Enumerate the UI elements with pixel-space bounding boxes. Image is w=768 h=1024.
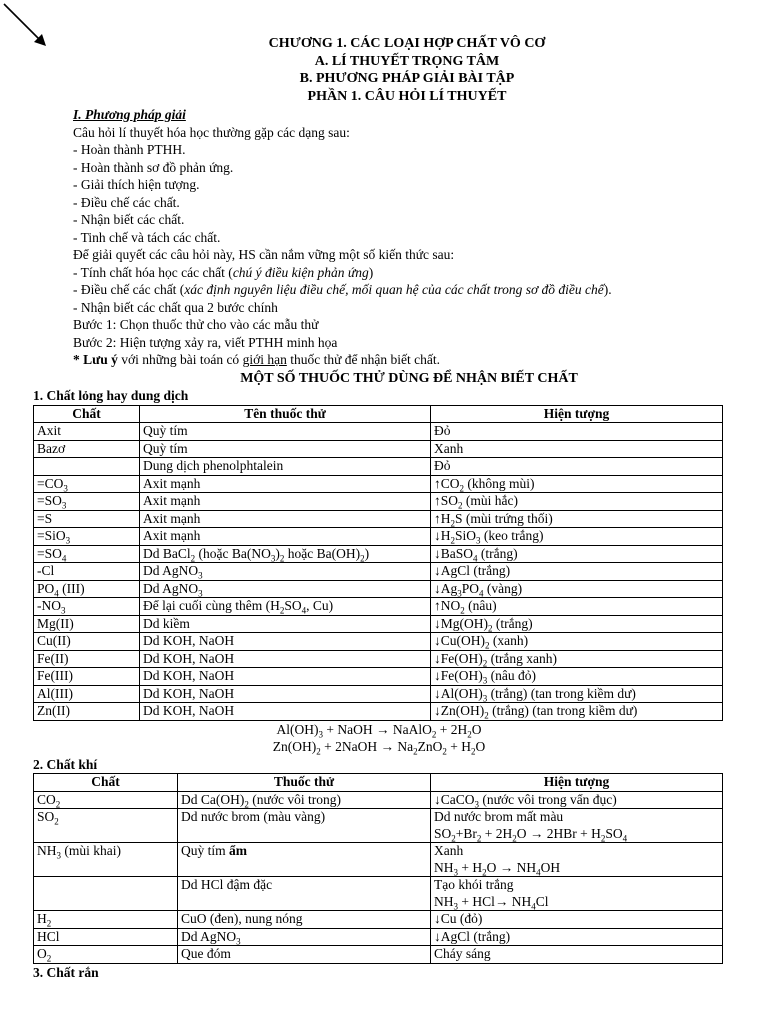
table-row — [34, 843, 723, 877]
table-row — [34, 458, 723, 476]
table-cell: $=SO_3$ — [34, 493, 140, 511]
table-cell: ↓AgCl (trắng) — [431, 563, 723, 581]
table-cell: Dd KOH, NaOH — [140, 703, 431, 721]
table-cell: Dd HCl đậm đặc — [178, 877, 431, 911]
knowledge-item: - Nhận biết các chất qua 2 bước chính — [73, 299, 278, 315]
knowledge-intro: Để giải quyết các câu hỏi này, HS cần nắm vững một số kiến thức sau: — [73, 247, 455, 262]
table-cell: Cu(II) — [34, 633, 140, 651]
table-row — [34, 423, 723, 441]
table-cell: Đỏ — [431, 423, 723, 441]
form-item: - Hoàn thành sơ đồ phản ứng. — [73, 159, 234, 175]
table-cell: $CO_2$ — [34, 791, 178, 809]
table-cell: Xanh $NH_3 + H_2O \to NH_4OH$ — [431, 843, 723, 877]
table-row — [34, 791, 723, 809]
table-cell: Bazơ — [34, 440, 140, 458]
method-body — [73, 124, 725, 369]
table-cell: $H_2$ — [34, 911, 178, 929]
table-cell: $↓Zn(OH)_2$ (trắng) (tan trong kiềm dư) — [431, 703, 723, 721]
knowledge-item: - Điều chế các chất (xác định nguyên liệu điều chế, mối quan hệ của các chất trong sơ đồ điều chế). — [73, 282, 612, 297]
table-cell: $↓Cu(OH)_2$ (xanh) — [431, 633, 723, 651]
form-item: - Hoàn thành PTHH. — [73, 142, 186, 157]
table-cell: Tạo khói trắng $NH_3 + HCl\to NH_4Cl$ — [431, 877, 723, 911]
table-cell: Axit — [34, 423, 140, 441]
table-cell: $↑SO_2$ (mùi hắc) — [431, 493, 723, 511]
table-cell: Axit mạnh — [140, 510, 431, 528]
form-item: - Nhận biết các chất. — [73, 212, 185, 227]
table-row — [34, 510, 723, 528]
solids-subtitle: 3. Chất rắn — [33, 964, 99, 980]
form-item: - Tinh chế và tách các chất. — [73, 229, 221, 245]
column-header: Chất — [34, 774, 178, 792]
reagents-title: MỘT SỐ THUỐC THỬ DÙNG ĐỂ NHẬN BIẾT CHẤT — [240, 370, 578, 386]
table-cell: Dd KOH, NaOH — [140, 668, 431, 686]
table-row — [34, 475, 723, 493]
table-cell: ↓CaCO$_3$ (nước vôi trong vẩn đục) — [431, 791, 723, 809]
chapter-title: CHƯƠNG 1. CÁC LOẠI HỢP CHẤT VÔ CƠ — [268, 36, 546, 51]
column-header: Thuốc thử — [178, 774, 431, 792]
table-row — [34, 668, 723, 686]
table-cell: Quỳ tím — [140, 423, 431, 441]
table-row — [34, 598, 723, 616]
table-cell: Dd nước brom (màu vàng) — [178, 809, 431, 843]
table-row — [34, 650, 723, 668]
table-cell: $↑H_2S$ (mùi trứng thối) — [431, 510, 723, 528]
column-header: Chất — [34, 405, 140, 423]
table-cell: Đỏ — [431, 458, 723, 476]
table-row — [34, 563, 723, 581]
table-cell: Dd AgNO$_3$ — [140, 580, 431, 598]
step-item: Bước 1: Chọn thuốc thử cho vào các mẫu thử — [73, 317, 319, 332]
table-row — [34, 809, 723, 843]
column-header: Hiện tượng — [431, 405, 723, 423]
table-cell: Fe(III) — [34, 668, 140, 686]
table-cell: Cháy sáng — [431, 946, 723, 964]
table-cell: =SiO$_3$ — [34, 528, 140, 546]
table-cell: $↓Fe(OH)_2$ (trắng xanh) — [431, 650, 723, 668]
section-a-title: A. LÍ THUYẾT TRỌNG TÂM — [314, 53, 500, 69]
table-cell: ↓AgCl (trắng) — [431, 928, 723, 946]
table-cell: $PO_4$ (III) — [34, 580, 140, 598]
column-header: Hiện tượng — [431, 774, 723, 792]
table-cell — [34, 877, 178, 911]
note-line: * Lưu ý với những bài toán có giới hạn thuốc thử để nhận biết chất. — [73, 352, 440, 367]
table-row — [34, 928, 723, 946]
table-cell: $O_2$ — [34, 946, 178, 964]
table-row — [34, 615, 723, 633]
table-cell: =S — [34, 510, 140, 528]
table-cell: Dd $Ca(OH)_2$ (nước vôi trong) — [178, 791, 431, 809]
table-cell: Xanh — [431, 440, 723, 458]
step-item: Bước 2: Hiện tượng xảy ra, viết PTHH minh họa — [73, 334, 338, 350]
table-cell: $↑CO_2$ (không mùi) — [431, 475, 723, 493]
table-cell: Dd nước brom mất màu $SO_2+Br_2 + 2H_2O \to 2HBr + H_2SO_4$ — [431, 809, 723, 843]
table-cell: Dd AgNO$_3$ — [140, 563, 431, 581]
table-cell: Que đóm — [178, 946, 431, 964]
table-cell: Axit mạnh — [140, 475, 431, 493]
table-header-row — [34, 405, 723, 423]
table-row — [34, 703, 723, 721]
table-cell: Dd KOH, NaOH — [140, 650, 431, 668]
table-row — [34, 946, 723, 964]
table-cell: CuO (đen), nung nóng — [178, 911, 431, 929]
table-cell: $↓Ag_3PO_4$ (vàng) — [431, 580, 723, 598]
column-header: Tên thuốc thử — [140, 405, 431, 423]
table-cell: Quỳ tím ẩm — [178, 843, 431, 877]
table-cell: Fe(II) — [34, 650, 140, 668]
form-item: - Giải thích hiện tượng. — [73, 177, 200, 192]
table-cell: $↓Al(OH)_3$ (trắng) (tan trong kiềm dư) — [431, 685, 723, 703]
liquids-subtitle: 1. Chất lỏng hay dung dịch — [33, 388, 189, 403]
table-cell: -Cl — [34, 563, 140, 581]
table-row — [34, 528, 723, 546]
table-row — [34, 877, 723, 911]
table-cell: Dd BaCl$_2$ (hoặc $Ba(NO_3)_2$ hoặc $Ba(OH)_2$) — [140, 545, 431, 563]
table-cell: $↓Fe(OH)_3$ (nâu đỏ) — [431, 668, 723, 686]
gases-subtitle: 2. Chất khí — [33, 756, 98, 772]
method-heading: I. Phương pháp giải — [73, 107, 186, 122]
method-intro: Câu hỏi lí thuyết hóa học thường gặp các dạng sau: — [73, 124, 350, 140]
table-cell: $=SO_4$ — [34, 545, 140, 563]
table-row — [34, 685, 723, 703]
table-cell: Quỳ tím — [140, 440, 431, 458]
form-item: - Điều chế các chất. — [73, 194, 180, 210]
table-cell: HCl — [34, 928, 178, 946]
table-cell — [34, 458, 140, 476]
document-page — [33, 35, 725, 981]
table-cell: $↑NO_2$ (nâu) — [431, 598, 723, 616]
table-cell: $=CO_3$ — [34, 475, 140, 493]
table-cell: Zn(II) — [34, 703, 140, 721]
table-row — [34, 633, 723, 651]
table-cell: $-NO_3$ — [34, 598, 140, 616]
chapter-header — [89, 35, 725, 105]
table-row — [34, 580, 723, 598]
table-cell: ↓BaSO$_4$ (trắng) — [431, 545, 723, 563]
knowledge-item: - Tính chất hóa học các chất (chú ý điều kiện phản ứng) — [73, 264, 374, 280]
gas-reagents-table — [33, 773, 723, 964]
table-cell: Dd KOH, NaOH — [140, 633, 431, 651]
table-cell: $↓Mg(OH)_2$ (trắng) — [431, 615, 723, 633]
table-row — [34, 493, 723, 511]
table-cell: Dd AgNO$_3$ — [178, 928, 431, 946]
table-cell: Dd kiềm — [140, 615, 431, 633]
equation-line: $Zn(OH)_2$ + 2NaOH → $Na_2ZnO_2 + H_2O$ — [272, 739, 486, 757]
table-cell: Axit mạnh — [140, 493, 431, 511]
table-cell: $SO_2$ — [34, 809, 178, 843]
part-title: PHẦN 1. CÂU HỎI LÍ THUYẾT — [307, 88, 507, 104]
liquid-reagents-table — [33, 405, 723, 721]
table-header-row — [34, 774, 723, 792]
table-cell: Dung dịch phenolphtalein — [140, 458, 431, 476]
table-cell: ↓Cu (đỏ) — [431, 911, 723, 929]
table-cell: $NH_3$ (mùi khai) — [34, 843, 178, 877]
section-b-title: B. PHƯƠNG PHÁP GIẢI BÀI TẬP — [299, 71, 515, 86]
equation-line: $Al(OH)_3$ + NaOH → NaAlO$_2$ + $2H_2O$ — [276, 721, 482, 740]
table-cell: Mg(II) — [34, 615, 140, 633]
table-cell: Al(III) — [34, 685, 140, 703]
table-row — [34, 911, 723, 929]
table-cell: $↓H_2SiO_3$ (keo trắng) — [431, 528, 723, 546]
table-cell: Axit mạnh — [140, 528, 431, 546]
table-cell: Để lại cuối cùng thêm ($H_2SO_4$, Cu) — [140, 598, 431, 616]
table-row — [34, 545, 723, 563]
table-cell: Dd KOH, NaOH — [140, 685, 431, 703]
table-row — [34, 440, 723, 458]
